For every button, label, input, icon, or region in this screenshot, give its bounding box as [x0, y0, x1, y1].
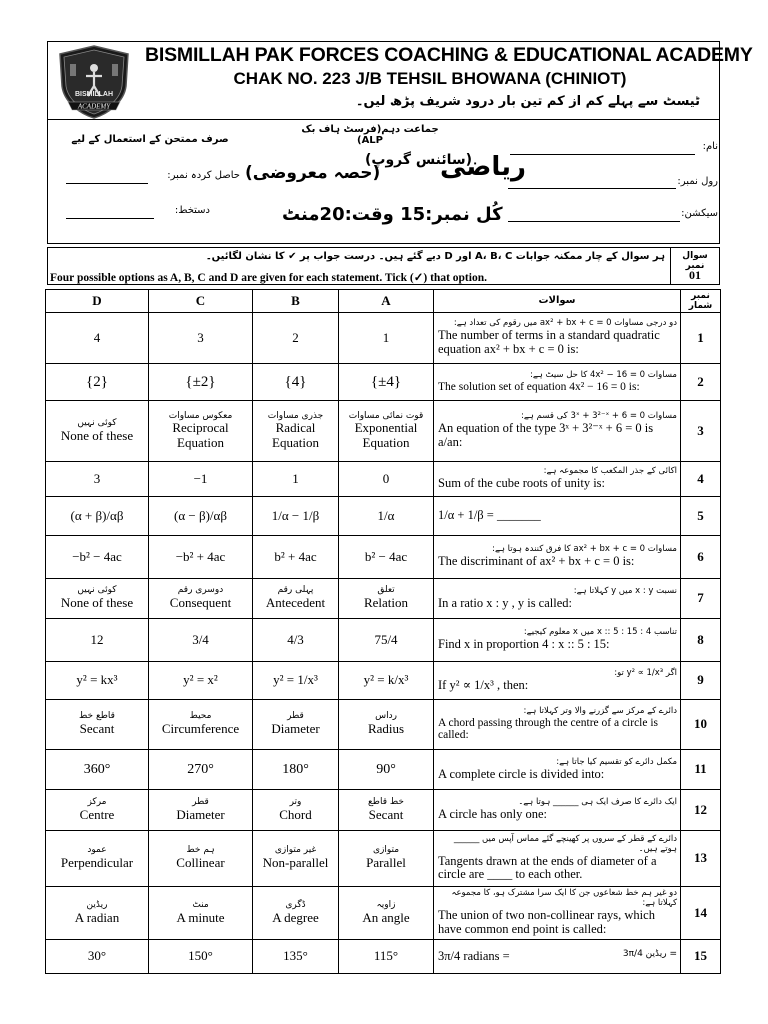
question-english: If y² ∝ 1/x³ , then:	[438, 677, 529, 692]
option-b[interactable]: y² = 1/x³	[253, 662, 339, 700]
option-a[interactable]: 0	[339, 462, 434, 497]
option-b[interactable]	[253, 700, 339, 750]
option-c[interactable]: 270°	[149, 750, 253, 790]
question-english: The number of terms in a standard quadratic equation ax² + bx + c = 0 is:	[438, 328, 660, 356]
question-number: 14	[681, 887, 721, 940]
obtained-marks-label: حاصل کردہ نمبر:	[167, 170, 240, 181]
question-english: The union of two non-collinear rays, which have common end point is called:	[438, 908, 655, 936]
table-row	[46, 700, 721, 750]
question-cell	[434, 364, 681, 401]
option-english: Parallel	[366, 855, 406, 871]
option-b[interactable]	[253, 887, 339, 940]
option-d[interactable]: 360°	[46, 750, 149, 790]
table-row	[46, 831, 721, 887]
option-urdu: تعلق	[377, 585, 395, 596]
option-english: A degree	[272, 909, 319, 925]
option-c[interactable]: 150°	[149, 940, 253, 974]
question-urdu: دائرے کے مرکز سے گزرنے والا وتر کہلاتا ہے:	[523, 705, 677, 716]
instructions-divider	[670, 247, 671, 285]
option-d[interactable]: 4	[46, 313, 149, 364]
academy-logo	[56, 44, 132, 120]
question-urdu: 3π/4 ریڈین =	[622, 949, 677, 960]
question-number: 2	[681, 364, 721, 401]
option-d[interactable]	[46, 790, 149, 831]
option-a[interactable]: 75/4	[339, 619, 434, 662]
question-urdu: مساوات ax² + bx + c = 0 کا فرق کنندہ ہوتا ہے:	[492, 544, 677, 555]
table-row	[46, 887, 721, 940]
option-english: Radius	[367, 721, 405, 737]
question-english: A circle has only one:	[438, 807, 547, 821]
question-english: An equation of the type 3ˣ + 3²⁻ˣ + 6 = 0 is a/an:	[438, 421, 654, 449]
question-urdu: مکمل دائرے کو تقسیم کیا جاتا ہے:	[556, 756, 677, 767]
option-english: Perpendicular	[60, 855, 134, 871]
question-english: A chord passing through the centre of a circle is called:	[438, 716, 659, 742]
question-number: 12	[681, 790, 721, 831]
option-d[interactable]	[46, 700, 149, 750]
question-urdu: اگر y² ∝ 1/x³ تو:	[614, 667, 677, 678]
signature-label: دستخط:	[174, 205, 210, 216]
option-english: Relation	[363, 595, 409, 611]
question-number: 8	[681, 619, 721, 662]
option-english: Secant	[79, 721, 115, 737]
signature-field[interactable]	[66, 218, 154, 219]
option-english: None of these	[60, 427, 134, 443]
option-urdu: ڈگری	[285, 899, 306, 910]
option-urdu: قاطع خط	[79, 711, 115, 722]
option-urdu: محیط	[189, 711, 212, 722]
option-d[interactable]: 12	[46, 619, 149, 662]
question-number: 4	[681, 462, 721, 497]
option-c[interactable]	[149, 579, 253, 619]
option-c[interactable]: 3	[149, 313, 253, 364]
question-number: 3	[681, 401, 721, 462]
question-english: 3π/4 radians =	[438, 949, 510, 964]
question-cell	[434, 579, 681, 619]
question-english: Tangents drawn at the ends of diameter of a circle are ____ to each other.	[438, 853, 657, 882]
option-urdu: منٹ	[192, 899, 209, 910]
table-row	[46, 619, 721, 662]
option-d[interactable]	[46, 831, 149, 887]
academy-address: CHAK NO. 223 J/B TEHSIL BHOWANA (CHINIOT)	[233, 69, 627, 88]
question-cell	[434, 750, 681, 790]
option-english: None of these	[60, 595, 134, 611]
question-number: 5	[681, 497, 721, 536]
option-b[interactable]	[253, 831, 339, 887]
option-a[interactable]	[339, 887, 434, 940]
question-cell	[434, 462, 681, 497]
svg-text:BISMILLAH: BISMILLAH	[74, 91, 114, 98]
durood-instruction: ٹیسٹ سے پہلے کم از کم تین بار درود شریف پڑھ لیں۔	[355, 94, 700, 109]
option-urdu: جذری مساوات	[267, 410, 324, 421]
question-english: Find x in proportion 4 : x :: 5 : 15:	[438, 637, 610, 651]
option-b[interactable]	[253, 579, 339, 619]
option-d[interactable]	[46, 401, 149, 462]
header-c: C	[149, 290, 253, 313]
svg-text:ACADEMY: ACADEMY	[77, 102, 111, 111]
option-english: Diameter	[176, 806, 225, 822]
question-cell	[434, 831, 681, 887]
table-header-row	[46, 290, 721, 313]
option-c[interactable]	[149, 887, 253, 940]
name-label: نام:	[702, 141, 718, 152]
option-b[interactable]: 1/α − 1/β	[253, 497, 339, 536]
marks-time: کُل نمبر:15 وقت:20منٹ	[282, 204, 503, 225]
question-cell	[434, 536, 681, 579]
header-b: B	[253, 290, 339, 313]
option-urdu: قوت نمائی مساوات	[348, 410, 424, 421]
option-english: Secant	[368, 806, 404, 822]
option-d[interactable]: y² = kx³	[46, 662, 149, 700]
question-number: 15	[681, 940, 721, 974]
question-number: 11	[681, 750, 721, 790]
table-row	[46, 462, 721, 497]
option-english: Radical Equation	[272, 420, 319, 450]
option-d[interactable]: {2}	[46, 364, 149, 401]
class-label: جماعت دہم(فرسٹ ہاف بک ALP)	[301, 124, 439, 146]
name-field[interactable]	[510, 154, 695, 155]
option-a[interactable]	[339, 700, 434, 750]
option-b[interactable]: {4}	[253, 364, 339, 401]
question-cell	[434, 700, 681, 750]
option-english: Diameter	[271, 721, 320, 737]
option-urdu: کوئی نہیں	[77, 417, 117, 428]
header-a: A	[339, 290, 434, 313]
question-urdu: تناسب 4 : x :: 5 : 15 میں x معلوم کیجیے:	[523, 627, 677, 638]
option-urdu: خط قاطع	[368, 796, 404, 807]
question-number: 7	[681, 579, 721, 619]
question-english: Sum of the cube roots of unity is:	[438, 476, 605, 490]
option-a[interactable]	[339, 579, 434, 619]
instructions-english: Four possible options as A, B, C and D are given for each statement. Tick (✓) that option.	[50, 272, 487, 284]
table-row	[46, 401, 721, 462]
option-d[interactable]: 30°	[46, 940, 149, 974]
question-english: In a ratio x : y , y is called:	[438, 595, 572, 610]
option-d[interactable]	[46, 579, 149, 619]
question-number: 1	[681, 313, 721, 364]
option-c[interactable]: −1	[149, 462, 253, 497]
table-row	[46, 313, 721, 364]
option-a[interactable]: y² = k/x³	[339, 662, 434, 700]
academy-name: BISMILLAH PAK FORCES COACHING & EDUCATIONAL ACADEMY	[145, 44, 753, 66]
option-urdu: عمود	[87, 845, 107, 856]
question-cell	[434, 790, 681, 831]
option-a[interactable]	[339, 401, 434, 462]
header-questions: سوالات	[434, 290, 681, 313]
roll-label: رول نمبر:	[677, 176, 718, 187]
option-urdu: کوئی نہیں	[77, 585, 117, 596]
question-urdu: مساوات 4x² − 16 = 0 کا حل سیٹ ہے:	[529, 369, 677, 380]
option-urdu: رداس	[375, 711, 397, 722]
header-d: D	[46, 290, 149, 313]
option-english: Non-parallel	[262, 855, 329, 871]
option-a[interactable]	[339, 831, 434, 887]
question-urdu: نسبت x : y میں y کہلاتا ہے:	[573, 585, 677, 596]
header-divider	[47, 119, 720, 120]
question-no-value: 01	[689, 268, 701, 282]
option-c[interactable]: (α − β)/αβ	[149, 497, 253, 536]
option-a[interactable]: 115°	[339, 940, 434, 974]
option-b[interactable]: b² + 4ac	[253, 536, 339, 579]
option-urdu: ریڈین	[86, 899, 108, 910]
option-english: Collinear	[176, 855, 225, 871]
option-b[interactable]: 2	[253, 313, 339, 364]
question-no-label: سوال نمبر	[682, 251, 708, 271]
part-label: (حصہ معروضی)	[245, 163, 381, 183]
option-d[interactable]	[46, 887, 149, 940]
option-a[interactable]: 1/α	[339, 497, 434, 536]
option-urdu: مرکز	[87, 796, 107, 807]
option-c[interactable]	[149, 790, 253, 831]
question-cell	[434, 887, 681, 940]
question-number: 9	[681, 662, 721, 700]
section-field[interactable]	[508, 221, 680, 222]
question-urdu: دو درجی مساوات ax² + bx + c = 0 میں رقوم کی تعداد ہے:	[453, 318, 677, 329]
option-b[interactable]	[253, 401, 339, 462]
group-label: (سائنس گروپ)	[365, 152, 473, 168]
option-b[interactable]: 4/3	[253, 619, 339, 662]
option-urdu: پہلی رقم	[277, 585, 314, 596]
option-a[interactable]	[339, 790, 434, 831]
option-english: A radian	[74, 909, 120, 925]
question-number: 10	[681, 700, 721, 750]
option-english: A minute	[176, 909, 225, 925]
option-c[interactable]: −b² + 4ac	[149, 536, 253, 579]
option-english: Consequent	[169, 595, 232, 611]
option-urdu: قطر	[287, 711, 304, 722]
option-a[interactable]: {±4}	[339, 364, 434, 401]
question-cell	[434, 940, 681, 974]
section-label: سیکشن:	[681, 208, 718, 219]
obtained-marks-field[interactable]	[66, 183, 148, 184]
option-urdu: زاویہ	[376, 899, 396, 910]
question-english: 1/α + 1/β = _______	[438, 508, 541, 523]
option-urdu: دوسری رقم	[177, 585, 224, 596]
question-urdu: ایک دائرے کا صرف ایک ہی ______ ہوتا ہے۔	[518, 797, 677, 808]
table-row	[46, 579, 721, 619]
option-a[interactable]: b² − 4ac	[339, 536, 434, 579]
header-serial: نمبر شمار	[681, 290, 721, 313]
question-cell	[434, 401, 681, 462]
option-english: An angle	[362, 909, 410, 925]
question-number: 13	[681, 831, 721, 887]
option-c[interactable]	[149, 700, 253, 750]
option-b[interactable]: 135°	[253, 940, 339, 974]
option-urdu: وتر	[289, 796, 302, 807]
option-d[interactable]: −b² − 4ac	[46, 536, 149, 579]
question-cell	[434, 619, 681, 662]
table-row	[46, 497, 721, 536]
option-d[interactable]: (α + β)/αβ	[46, 497, 149, 536]
option-a[interactable]: 1	[339, 313, 434, 364]
question-urdu: مساوات 3ˣ + 3²⁻ˣ + 6 = 0 کی قسم ہے:	[521, 411, 677, 422]
option-c[interactable]: 3/4	[149, 619, 253, 662]
question-english: The discriminant of ax² + bx + c = 0 is:	[438, 554, 635, 568]
option-english: Exponential Equation	[354, 420, 418, 450]
option-urdu: قطر	[192, 796, 209, 807]
option-urdu: متوازی	[372, 845, 400, 856]
table-row	[46, 940, 721, 974]
question-cell	[434, 313, 681, 364]
question-cell	[434, 497, 681, 536]
option-english: Chord	[279, 806, 312, 822]
examiner-note: صرف ممتحن کے استعمال کے لیے	[71, 134, 229, 145]
option-urdu: ہم خط	[186, 845, 215, 856]
question-english: A complete circle is divided into:	[438, 766, 605, 781]
option-urdu: معکوس مساوات	[168, 410, 233, 421]
question-urdu: دائرے کے قطر کے سروں پر کھینچے گئے مماس آپس میں ______ ہوتے ہیں۔	[453, 833, 677, 854]
option-english: Centre	[79, 806, 115, 822]
option-english: Reciprocal Equation	[172, 420, 229, 450]
option-english: Circumference	[161, 721, 240, 737]
option-b[interactable]: 1	[253, 462, 339, 497]
table-row	[46, 750, 721, 790]
question-urdu: اکائی کے جذر المکعب کا مجموعہ ہے:	[543, 466, 677, 477]
option-c[interactable]: y² = x²	[149, 662, 253, 700]
option-b[interactable]: 180°	[253, 750, 339, 790]
question-cell	[434, 662, 681, 700]
option-d[interactable]: 3	[46, 462, 149, 497]
instructions-urdu: ہر سوال کے چار ممکنہ جوابات A، B، C اور D دیے گئے ہیں۔ درست جواب پر ✔ کا نشان لگائیں۔	[205, 251, 665, 262]
question-number: 6	[681, 536, 721, 579]
option-urdu: غیر متوازی	[274, 845, 317, 856]
table-row	[46, 364, 721, 401]
option-b[interactable]	[253, 790, 339, 831]
option-c[interactable]: {±2}	[149, 364, 253, 401]
subject-title: ریاضی	[440, 152, 526, 182]
question-urdu: دو غیر ہم خط شعاعوں جن کا ایک سرا مشترک ہو، کا مجموعہ کہلاتا ہے:	[451, 888, 677, 909]
option-a[interactable]: 90°	[339, 750, 434, 790]
table-row	[46, 790, 721, 831]
table-row	[46, 536, 721, 579]
roll-field[interactable]	[508, 188, 676, 189]
option-c[interactable]	[149, 831, 253, 887]
option-c[interactable]	[149, 401, 253, 462]
option-english: Antecedent	[265, 595, 326, 611]
mcq-table	[45, 289, 721, 974]
table-row	[46, 662, 721, 700]
question-english: The solution set of equation 4x² − 16 = 0 is:	[438, 380, 640, 393]
